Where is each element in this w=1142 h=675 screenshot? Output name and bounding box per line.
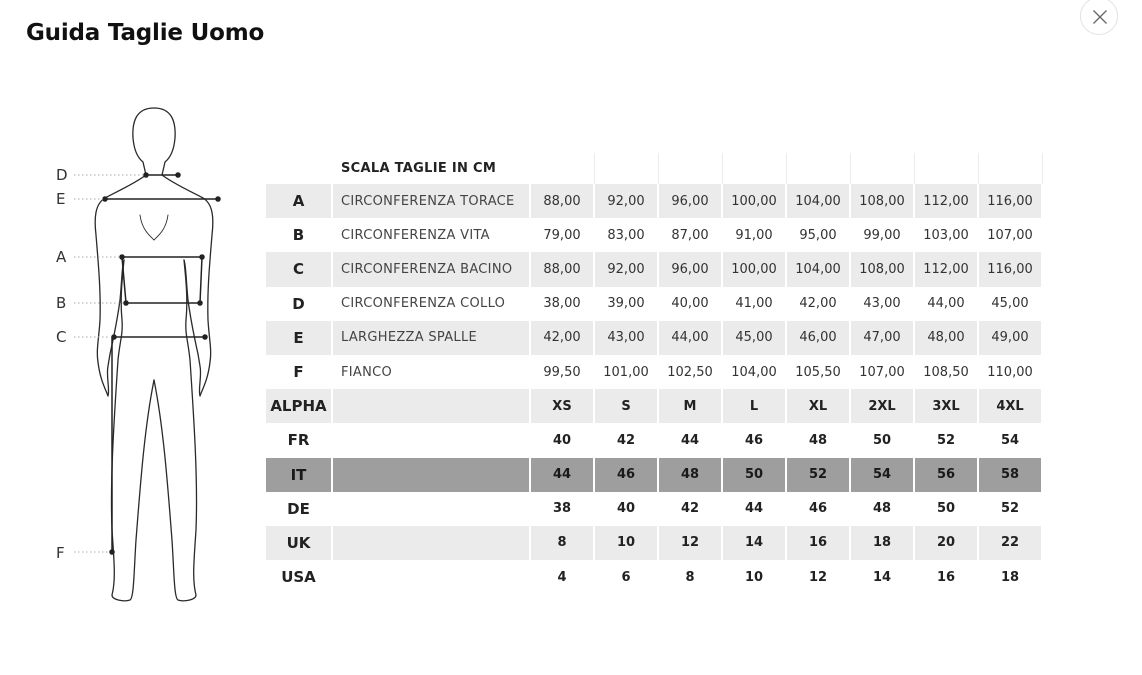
size-cell: XS — [530, 389, 594, 423]
size-cell: 50 — [850, 423, 914, 457]
value-cell: 41,00 — [722, 287, 786, 321]
value-cell: 107,00 — [850, 355, 914, 389]
row-key: USA — [266, 560, 332, 594]
value-cell: 96,00 — [658, 252, 722, 286]
size-cell: 46 — [722, 423, 786, 457]
value-cell: 100,00 — [722, 184, 786, 218]
size-cell: XL — [786, 389, 850, 423]
value-cell: 112,00 — [914, 184, 978, 218]
value-cell: 40,00 — [658, 287, 722, 321]
size-cell: 16 — [786, 526, 850, 560]
row-key: F — [266, 355, 332, 389]
row-key: A — [266, 184, 332, 218]
size-cell: 48 — [786, 423, 850, 457]
header-cell — [850, 153, 914, 184]
size-cell: 44 — [722, 492, 786, 526]
size-cell: 10 — [722, 560, 786, 594]
figure-label-d: D — [56, 166, 68, 184]
value-cell: 108,00 — [850, 252, 914, 286]
close-x-icon — [1092, 9, 1108, 25]
figure-label-e: E — [56, 190, 66, 208]
measure-row-a — [266, 184, 1042, 218]
value-cell: 108,50 — [914, 355, 978, 389]
value-cell: 103,00 — [914, 218, 978, 252]
header-cell — [722, 153, 786, 184]
size-cell: 38 — [530, 492, 594, 526]
row-key: IT — [266, 458, 332, 492]
size-cell: 12 — [658, 526, 722, 560]
row-key: B — [266, 218, 332, 252]
page-title: Guida Taglie Uomo — [26, 20, 265, 46]
size-cell: 4 — [530, 560, 594, 594]
value-cell: 104,00 — [722, 355, 786, 389]
size-cell: 40 — [530, 423, 594, 457]
size-cell: 22 — [978, 526, 1042, 560]
value-cell: 99,00 — [850, 218, 914, 252]
size-cell: 50 — [914, 492, 978, 526]
value-cell: 38,00 — [530, 287, 594, 321]
value-cell: 44,00 — [914, 287, 978, 321]
size-cell: 8 — [530, 526, 594, 560]
size-cell: 48 — [850, 492, 914, 526]
row-label: FIANCO — [332, 355, 530, 389]
row-label — [332, 458, 530, 492]
figure-label-a: A — [56, 248, 67, 266]
size-cell: 54 — [978, 423, 1042, 457]
value-cell: 49,00 — [978, 321, 1042, 355]
value-cell: 104,00 — [786, 252, 850, 286]
size-cell: 48 — [658, 458, 722, 492]
size-row-de — [266, 492, 1042, 526]
value-cell: 99,50 — [530, 355, 594, 389]
size-cell: 4XL — [978, 389, 1042, 423]
value-cell: 48,00 — [914, 321, 978, 355]
size-cell: 42 — [658, 492, 722, 526]
size-cell: 42 — [594, 423, 658, 457]
size-cell: 16 — [914, 560, 978, 594]
size-cell: 2XL — [850, 389, 914, 423]
row-label: CIRCONFERENZA BACINO — [332, 252, 530, 286]
row-key: ALPHA — [266, 389, 332, 423]
row-label — [332, 492, 530, 526]
size-row-usa — [266, 560, 1042, 594]
measure-row-c — [266, 252, 1042, 286]
value-cell: 88,00 — [530, 252, 594, 286]
size-cell: 52 — [786, 458, 850, 492]
size-chart-body — [266, 153, 1042, 594]
size-cell: 10 — [594, 526, 658, 560]
size-cell: 46 — [786, 492, 850, 526]
row-key: E — [266, 321, 332, 355]
row-key: FR — [266, 423, 332, 457]
value-cell: 91,00 — [722, 218, 786, 252]
size-cell: 54 — [850, 458, 914, 492]
size-cell: 18 — [850, 526, 914, 560]
table-header: SCALA TAGLIE IN CM — [332, 153, 530, 184]
size-chart-table — [266, 153, 1043, 594]
value-cell: 112,00 — [914, 252, 978, 286]
row-label — [332, 389, 530, 423]
figure-label-b: B — [56, 294, 67, 312]
size-cell: 18 — [978, 560, 1042, 594]
measure-row-f — [266, 355, 1042, 389]
value-cell: 44,00 — [658, 321, 722, 355]
value-cell: 43,00 — [850, 287, 914, 321]
size-cell: 44 — [530, 458, 594, 492]
size-cell: 50 — [722, 458, 786, 492]
size-cell: L — [722, 389, 786, 423]
value-cell: 105,50 — [786, 355, 850, 389]
measure-row-e — [266, 321, 1042, 355]
size-cell: M — [658, 389, 722, 423]
value-cell: 104,00 — [786, 184, 850, 218]
value-cell: 101,00 — [594, 355, 658, 389]
size-cell: 14 — [722, 526, 786, 560]
size-row-it — [266, 458, 1042, 492]
value-cell: 45,00 — [722, 321, 786, 355]
size-cell: 46 — [594, 458, 658, 492]
size-cell: S — [594, 389, 658, 423]
header-key-cell — [266, 153, 332, 184]
size-cell: 20 — [914, 526, 978, 560]
header-cell — [914, 153, 978, 184]
value-cell: 88,00 — [530, 184, 594, 218]
measure-row-d — [266, 287, 1042, 321]
row-label — [332, 526, 530, 560]
header-cell — [658, 153, 722, 184]
value-cell: 42,00 — [786, 287, 850, 321]
header-cell — [978, 153, 1042, 184]
row-label: CIRCONFERENZA VITA — [332, 218, 530, 252]
size-row-uk — [266, 526, 1042, 560]
row-label: CIRCONFERENZA COLLO — [332, 287, 530, 321]
header-cell — [530, 153, 594, 184]
row-label: CIRCONFERENZA TORACE — [332, 184, 530, 218]
close-button[interactable] — [1080, 0, 1118, 35]
value-cell: 107,00 — [978, 218, 1042, 252]
size-cell: 56 — [914, 458, 978, 492]
row-key: DE — [266, 492, 332, 526]
size-cell: 8 — [658, 560, 722, 594]
size-row-fr — [266, 423, 1042, 457]
value-cell: 42,00 — [530, 321, 594, 355]
size-row-alpha — [266, 389, 1042, 423]
value-cell: 100,00 — [722, 252, 786, 286]
value-cell: 39,00 — [594, 287, 658, 321]
size-cell: 40 — [594, 492, 658, 526]
value-cell: 83,00 — [594, 218, 658, 252]
value-cell: 47,00 — [850, 321, 914, 355]
size-cell: 6 — [594, 560, 658, 594]
value-cell: 46,00 — [786, 321, 850, 355]
value-cell: 87,00 — [658, 218, 722, 252]
header-cell — [594, 153, 658, 184]
row-key: UK — [266, 526, 332, 560]
size-cell: 14 — [850, 560, 914, 594]
row-label — [332, 560, 530, 594]
size-cell: 3XL — [914, 389, 978, 423]
measure-row-b — [266, 218, 1042, 252]
size-cell: 12 — [786, 560, 850, 594]
row-label — [332, 423, 530, 457]
value-cell: 92,00 — [594, 184, 658, 218]
value-cell: 116,00 — [978, 184, 1042, 218]
value-cell: 79,00 — [530, 218, 594, 252]
value-cell: 102,50 — [658, 355, 722, 389]
row-key: D — [266, 287, 332, 321]
size-cell: 52 — [914, 423, 978, 457]
header-row — [266, 153, 1042, 184]
value-cell: 92,00 — [594, 252, 658, 286]
size-cell: 44 — [658, 423, 722, 457]
row-label: LARGHEZZA SPALLE — [332, 321, 530, 355]
value-cell: 95,00 — [786, 218, 850, 252]
body-measurement-figure — [50, 100, 250, 614]
value-cell: 96,00 — [658, 184, 722, 218]
figure-label-f: F — [56, 544, 65, 562]
row-key: C — [266, 252, 332, 286]
size-cell: 52 — [978, 492, 1042, 526]
value-cell: 45,00 — [978, 287, 1042, 321]
size-cell: 58 — [978, 458, 1042, 492]
value-cell: 110,00 — [978, 355, 1042, 389]
value-cell: 108,00 — [850, 184, 914, 218]
header-cell — [786, 153, 850, 184]
value-cell: 43,00 — [594, 321, 658, 355]
value-cell: 116,00 — [978, 252, 1042, 286]
figure-label-c: C — [56, 328, 67, 346]
